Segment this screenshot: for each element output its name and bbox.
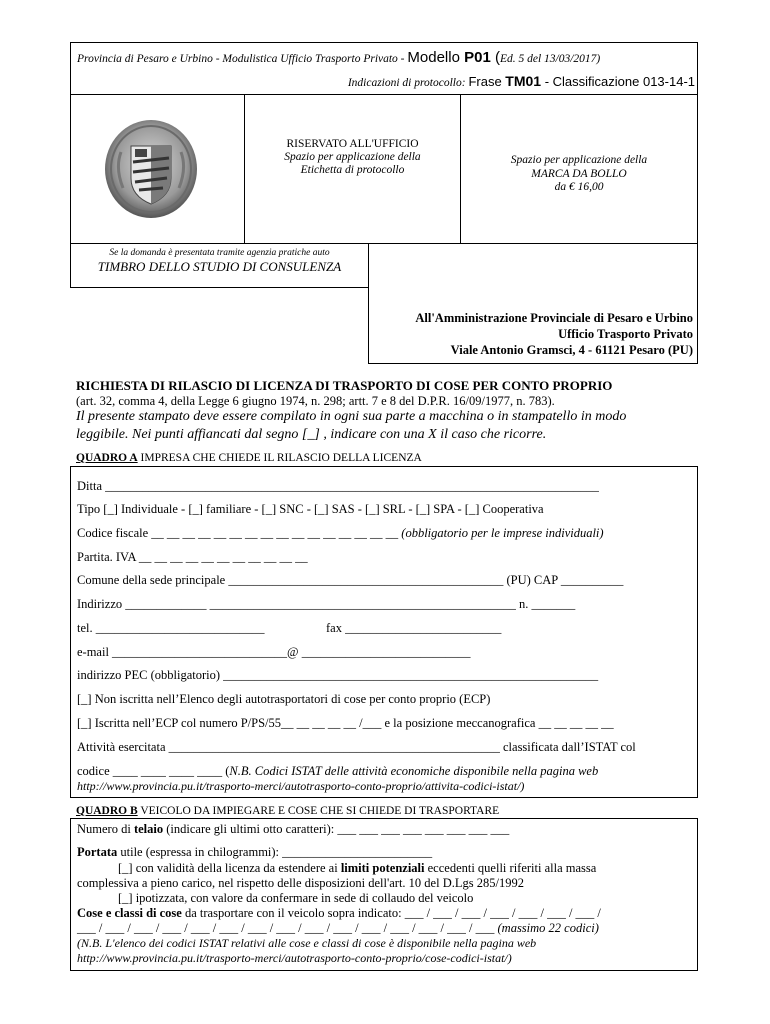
address-bottom-border: [368, 363, 698, 364]
cose-istat-url[interactable]: http://www.provincia.pu.it/trasporto-merci/autotrasporto-conto-proprio/cose-codici-istat/): [77, 951, 512, 965]
office-box-title: RISERVATO ALL'UFFICIO: [286, 138, 419, 150]
request-title: RICHIESTA DI RILASCIO DI LICENZA DI TRASPORTO DI COSE PER CONTO PROPRIO: [76, 378, 613, 393]
frase-word: Frase: [468, 74, 506, 89]
address-left-border: [368, 243, 369, 364]
modello-edition: Ed. 5 del 13/03/2017): [499, 53, 601, 65]
header-province-text: Provincia di Pesaro e Urbino - Modulistica Ufficio Trasporto Privato -: [77, 53, 408, 65]
classification-text: - Classificazione 013-14-1: [541, 74, 695, 89]
fax-field[interactable]: fax _________________________: [326, 621, 502, 635]
office-box-text: [245, 138, 460, 177]
codice-fiscale-text: Codice fiscale __ __ __ __ __ __ __ __ __ __ __ __ __ __ __ __: [77, 526, 402, 540]
portata-field[interactable]: [77, 845, 432, 860]
codice-istat-text: codice ____ ____ ____ ____ (: [77, 764, 230, 778]
quadro-b-label: QUADRO B: [76, 805, 138, 817]
email-field[interactable]: e-mail ____________________________@ ___________________________: [77, 645, 471, 659]
header-top-border: [70, 42, 698, 43]
cose-classi-field[interactable]: [77, 906, 601, 921]
telaio-field[interactable]: [77, 822, 509, 837]
codice-fiscale-field[interactable]: [77, 526, 604, 541]
codice-istat-field[interactable]: [77, 764, 598, 779]
tipo-impresa-field[interactable]: Tipo [_] Individuale - [_] familiare - [_] SNC - [_] SAS - [_] SRL - [_] SPA - [_] Cooperativa: [77, 502, 544, 516]
stamp-box-line-3: da € 16,00: [554, 181, 604, 193]
address-line-2: Ufficio Trasporto Privato: [558, 327, 693, 341]
attivita-istat-url[interactable]: http://www.provincia.pu.it/trasporto-merci/autotrasporto-conto-proprio/attivita-codici-istat/): [77, 779, 525, 793]
cose-classi-label: Cose e classi di cose: [77, 906, 182, 920]
cose-classi-max: (massimo 22 codici): [497, 921, 599, 935]
middle-left-border: [70, 94, 71, 244]
tel-field[interactable]: tel. ___________________________: [77, 621, 265, 635]
middle-divider: [70, 243, 698, 244]
request-law-reference: (art. 32, comma 4, della Legge 6 giugno 1974, n. 298; artt. 7 e 8 del D.P.R. 16/09/1977, n. 783).: [76, 394, 555, 408]
quadro-b-title: VEICOLO DA IMPIEGARE E COSE CHE SI CHIEDE DI TRASPORTARE: [137, 805, 500, 817]
address-line-3: Viale Antonio Gramsci, 4 - 61121 Pesaro (PU): [450, 343, 693, 357]
agency-bottom-border: [70, 287, 369, 288]
iscritta-ecp-field[interactable]: [_] Iscritta nell’ECP col numero P/PS/55__ __ __ __ __ /___ e la posizione meccanografica __ __ __ __ __: [77, 716, 614, 730]
partita-iva-field[interactable]: Partita. IVA __ __ __ __ __ __ __ __ __ __ __: [77, 550, 308, 564]
cose-classi-field-2[interactable]: [77, 921, 599, 936]
limiti-potenziali-checkbox[interactable]: [118, 861, 596, 876]
indirizzo-field[interactable]: Indirizzo _____________ _________________________________________________ n. _______: [77, 597, 576, 611]
province-emblem: [103, 118, 199, 220]
header-line-2: [348, 73, 695, 89]
stamp-box-line-2: MARCA DA BOLLO: [531, 167, 627, 180]
spacer: [244, 94, 698, 95]
header-left-border: [70, 42, 71, 94]
agency-stamp-area: [71, 248, 368, 275]
limiti-potenziali-continued: complessiva a pieno carico, nel rispetto delle disposizioni dell'art. 10 del D.Lgs 285/1992: [77, 876, 524, 890]
ditta-field[interactable]: Ditta _______________________________________________________________________________: [77, 479, 599, 493]
stamp-box-text: [461, 154, 697, 195]
request-instructions-1: Il presente stampato deve essere compilato in ogni sua parte a macchina o in stampatello in modo: [76, 409, 627, 424]
quadro-a-heading: [76, 452, 422, 464]
limiti-text-a: [_] con validità della licenza da estendere ai: [118, 861, 341, 875]
middle-right-border: [697, 94, 698, 364]
comune-sede-field[interactable]: Comune della sede principale ____________________________________________ (PU) CAP __________: [77, 573, 624, 587]
limiti-text-b: limiti potenziali: [340, 861, 425, 875]
ipotizzata-checkbox[interactable]: [_] ipotizzata, con valore da confermare in sede di collaudo del veicolo: [118, 891, 474, 905]
modello-paren: (: [490, 49, 500, 66]
protocol-label: Indicazioni di protocollo:: [347, 77, 469, 89]
attivita-field[interactable]: Attività esercitata _____________________________________________________ classificata dall’ISTAT col: [77, 740, 636, 754]
agency-note: Se la domanda è presentata tramite agenzia pratiche auto: [109, 248, 330, 258]
codice-fiscale-note: (obbligatorio per le imprese individuali): [401, 526, 604, 540]
pec-field[interactable]: indirizzo PEC (obbligatorio) ____________________________________________________________: [77, 668, 599, 682]
frase-code: TM01: [505, 73, 542, 89]
cose-classi-blanks: da trasportare con il veicolo sopra indicato: ___ / ___ / ___ / ___ / ___ / ___ / ___ /: [181, 906, 601, 920]
non-iscritta-checkbox[interactable]: [_] Non iscritta nell’Elenco degli autotrasportatori di cose per conto proprio (ECP): [77, 692, 491, 706]
header-right-border: [697, 42, 698, 94]
portata-blanks: utile (espressa in chilogrammi): ________________________: [117, 845, 433, 859]
request-instructions-2: leggibile. Nei punti affiancati dal segno [_] , indicare con una X il caso che ricorre.: [76, 427, 547, 442]
modello-code: P01: [464, 49, 491, 66]
telaio-prefix: Numero di: [77, 822, 134, 836]
office-box-line-2: Etichetta di protocollo: [300, 164, 405, 176]
modello-word: Modello: [407, 49, 465, 66]
address-line-1: All'Amministrazione Provinciale di Pesaro e Urbino: [415, 311, 693, 325]
quadro-b-heading: [76, 805, 499, 817]
codice-istat-note: N.B. Codici ISTAT delle attività economiche disponibile nella pagina web: [229, 764, 599, 778]
office-box-line-1: Spazio per applicazione della: [284, 151, 421, 163]
limiti-text-c: eccedenti quelli riferiti alla massa: [424, 861, 597, 875]
portata-word: Portata: [77, 845, 118, 859]
quadro-a-title: IMPRESA CHE CHIEDE IL RILASCIO DELLA LICENZA: [137, 452, 422, 464]
telaio-blanks: (indicare gli ultimi otto caratteri): ___ ___ ___ ___ ___ ___ ___ ___: [163, 822, 510, 836]
agency-title: TIMBRO DELLO STUDIO DI CONSULENZA: [97, 259, 342, 274]
cose-istat-note: (N.B. L'elenco dei codici ISTAT relativi alle cose e classi di cose è disponibile nella pagina web: [77, 936, 537, 950]
cose-classi-blanks-2: ___ / ___ / ___ / ___ / ___ / ___ / ___ / ___ / ___ / ___ / ___ / ___ / ___ / ___ / ___: [77, 921, 498, 935]
header-line-1: [77, 49, 600, 66]
recipient-address: [415, 310, 693, 358]
quadro-a-label: QUADRO A: [76, 452, 138, 464]
telaio-word: telaio: [133, 822, 164, 836]
stamp-box-line-1: Spazio per applicazione della: [510, 154, 648, 166]
